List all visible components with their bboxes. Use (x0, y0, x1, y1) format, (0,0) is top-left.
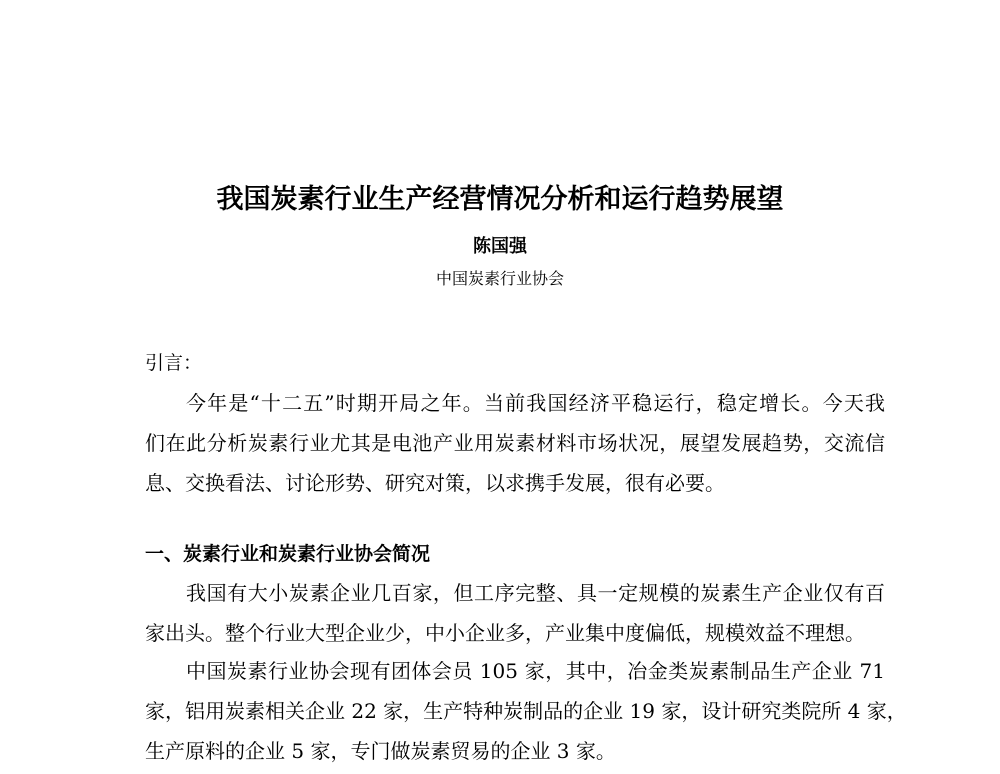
paragraph-line: 我国有大小炭素企业几百家，但工序完整、具一定规模的炭素生产企业仅有百 (186, 581, 885, 605)
section-heading: 一、炭素行业和炭素行业协会简况 (145, 543, 431, 565)
paragraph-line: 息、交换看法、讨论形势、研究对策，以求携手发展，很有必要。 (145, 471, 725, 495)
paragraph-line: 家出头。整个行业大型企业少，中小企业多，产业集中度偏低，规模效益不理想。 (145, 621, 865, 645)
paragraph-line: 生产原料的企业 5 家，专门做炭素贸易的企业 3 家。 (145, 739, 616, 763)
intro-label: 引言： (145, 352, 203, 374)
intro-paragraph (145, 386, 885, 506)
author-name: 陈国强 (473, 236, 527, 257)
paragraph-line: 家，铝用炭素相关企业 22 家，生产特种炭制品的企业 19 家，设计研究类院所 4 家， (145, 699, 907, 723)
document-title: 我国炭素行业生产经营情况分析和运行趋势展望 (216, 184, 784, 215)
section-paragraph-1 (145, 576, 885, 656)
author-affiliation: 中国炭素行业协会 (435, 269, 564, 288)
paragraph-line: 今年是“十二五”时期开局之年。当前我国经济平稳运行，稳定增长。今天我 (186, 391, 885, 415)
paragraph-line: 中国炭素行业协会现有团体会员 105 家，其中，冶金类炭素制品生产企业 71 (186, 659, 885, 683)
section-paragraph-2 (145, 654, 907, 774)
paragraph-line: 们在此分析炭素行业尤其是电池产业用炭素材料市场状况，展望发展趋势，交流信 (145, 431, 885, 455)
